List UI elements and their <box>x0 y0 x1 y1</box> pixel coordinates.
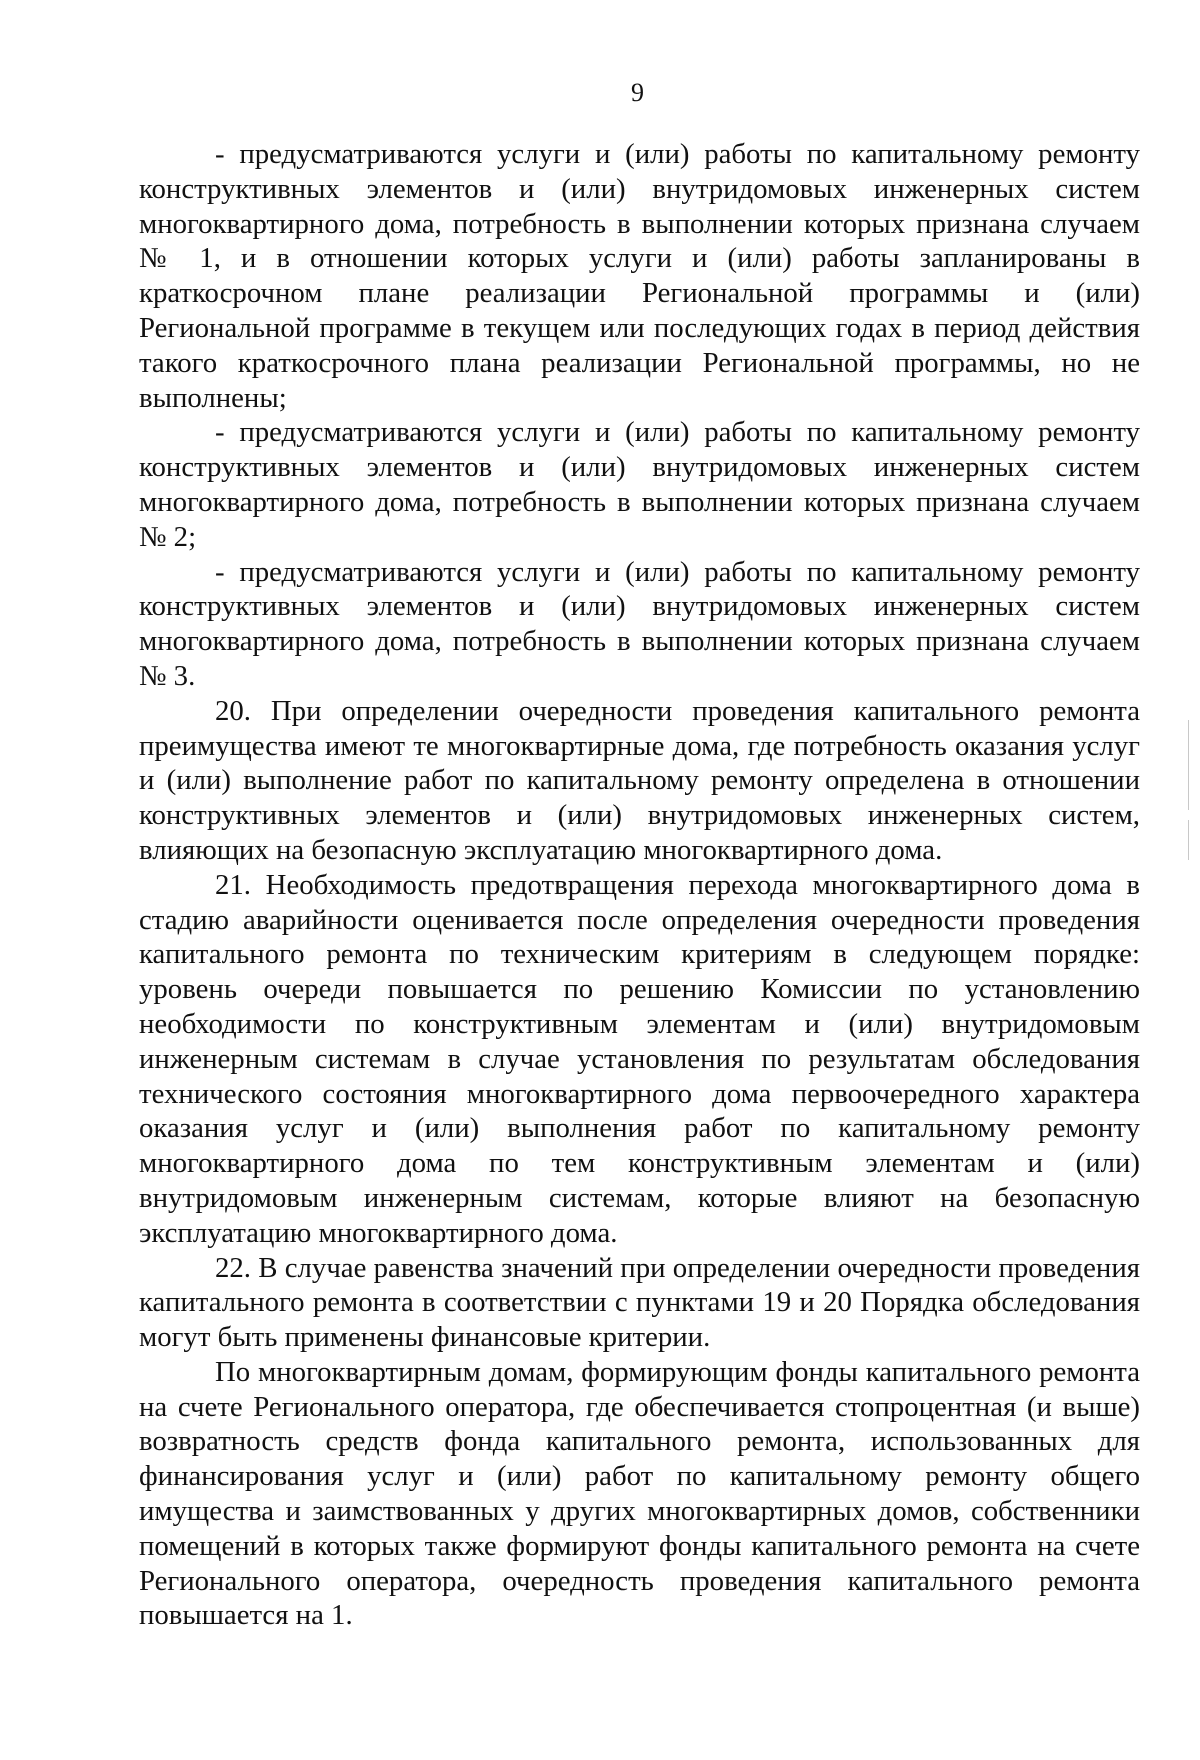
paragraph-item-22: 22. В случае равенства значений при определении очередности проведения капитального ремонта в соответствии с пунктами 19 и 20 Порядка обследования могут быть применены финансовые критерии. <box>139 1251 1140 1354</box>
page-number: 9 <box>631 78 644 107</box>
document-body <box>139 137 1140 1633</box>
paragraph-financial-criteria: По многоквартирным домам, формирующим фонды капитального ремонта на счете Регионального оператора, где обеспечивается стопроцентная (и выше) возвратность средств фонда капитального ремонта, использованных для финансирования услуг и (или) работ по капитальному ремонту общего имущества и заимствованных у других многоквартирных домов, собственники помещений в которых также формируют фонды капитального ремонта на счете Регионального оператора, очередность проведения капитального ремонта повышается на 1. <box>139 1355 1140 1632</box>
paragraph-case-3: - предусматриваются услуги и (или) работы по капитальному ремонту конструктивных элементов и (или) внутридомовых инженерных систем многоквартирного дома, потребность в выполнении которых признана случаем № 3. <box>139 555 1140 692</box>
paragraph-case-1: - предусматриваются услуги и (или) работы по капитальному ремонту конструктивных элементов и (или) внутридомовых инженерных систем многоквартирного дома, потребность в выполнении которых признана случаем № 1, и в отношении которых услуги и (или) работы запланированы в краткосрочном плане реализации Региональной программы и (или) Региональной программе в текущем или последующих годах в период действия такого краткосрочного плана реализации Региональной программы, но не выполнены; <box>139 138 1140 414</box>
scan-margin-mark <box>1188 720 1189 810</box>
paragraph-item-21: 21. Необходимость предотвращения перехода многоквартирного дома в стадию аварийности оценивается после определения очередности проведения капитального ремонта по техническим критериям в следующем порядке: уровень очереди повышается по решению Комиссии по установлению необходимости по конструктивным элементам и (или) внутридомовым инженерным системам в случае установления по результатам обследования технического состояния многоквартирного дома первоочередного характера оказания услуг и (или) выполнения работ по капитальному ремонту многоквартирного дома по тем конструктивным элементам и (или) внутридомовым инженерным системам, которые влияют на безопасную эксплуатацию многоквартирного дома. <box>139 868 1140 1249</box>
scan-margin-mark <box>1188 820 1189 860</box>
paragraph-item-20: 20. При определении очередности проведения капитального ремонта преимущества имеют те многоквартирные дома, где потребность оказания услуг и (или) выполнение работ по капитальному ремонту определена в отношении конструктивных элементов и (или) внутридомовых инженерных систем, влияющих на безопасную эксплуатацию многоквартирного дома. <box>139 694 1140 866</box>
paragraph-case-2: - предусматриваются услуги и (или) работы по капитальному ремонту конструктивных элементов и (или) внутридомовых инженерных систем многоквартирного дома, потребность в выполнении которых признана случаем № 2; <box>139 416 1140 553</box>
